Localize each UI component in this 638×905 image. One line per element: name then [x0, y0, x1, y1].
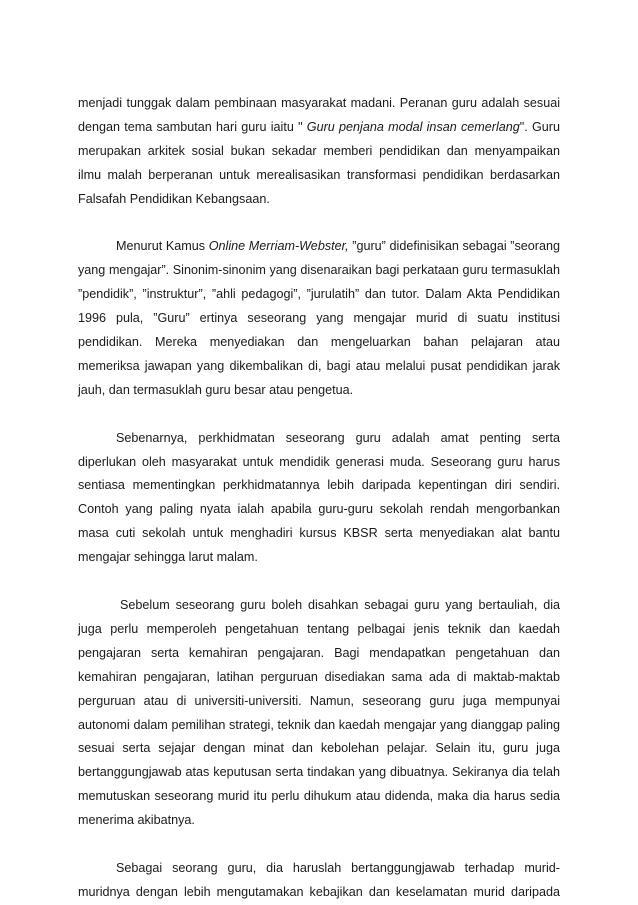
paragraph-3-text: Sebenarnya, perkhidmatan seseorang guru adalah amat penting serta diperlukan oleh masyarakat untuk mendidik generasi muda. Seseorang guru harus sentiasa mementingkan perkhidmatannya lebih daripada kepentingan diri sendiri. Contoh yang paling nyata ialah apabila guru-guru sekolah rendah mengorbankan masa cuti sekolah untuk menghadiri kursus KBSR serta menyediakan alat bantu mengajar sehingga larut malam.: [78, 430, 560, 565]
document-page: [78, 92, 560, 905]
paragraph-1-text-cont: ". Guru merupakan arkitek sosial bukan sekadar memberi pendidikan dan menyampaikan ilmu malah berperanan untuk merealisasikan transformasi pendidikan berdasarkan Falsafah Pendidikan Kebangsaan.: [78, 119, 561, 206]
paragraph-4: [78, 594, 560, 833]
paragraph-1-italic-theme: Guru penjana modal insan cemerlang: [306, 119, 520, 134]
paragraph-5: [78, 857, 560, 905]
paragraph-1: [78, 92, 560, 212]
paragraph-2-text-cont: ”guru” didefinisikan sebagai ”seorang yang mengajar”. Sinonim-sinonim yang disenaraikan bagi perkataan guru termasuklah ”pendidik”, ”instruktur”, ”ahli pedagogi”, ”jurulatih” dan tutor. Dalam Akta Pendidikan 1996 pula, ”Guru” ertinya seseorang yang mengajar murid di suatu institusi pendidikan. Mereka menyediakan dan mengeluarkan bahan pelajaran atau memeriksa jawapan yang dikembalikan di, bagi atau melalui pusat pendidikan jarak jauh, dan termasuklah guru besar atau pengetua.: [78, 239, 560, 397]
paragraph-3: [78, 427, 560, 570]
paragraph-1-text: menjadi tunggak dalam pembinaan masyarakat madani. Peranan guru adalah sesuai dengan tema sambutan hari guru iaitu ": [78, 96, 560, 134]
paragraph-2-italic-source: Online Merriam-Webster,: [208, 239, 349, 254]
paragraph-5-text: Sebagai seorang guru, dia haruslah bertanggungjawab terhadap murid-muridnya dengan lebih mengutamakan kebajikan dan keselamatan murid daripada: [78, 860, 560, 899]
paragraph-4-text: Sebelum seseorang guru boleh disahkan sebagai guru yang bertauliah, dia juga perlu memperoleh pengetahuan tentang pelbagai jenis teknik dan kaedah pengajaran serta kemahiran pengajaran. Bagi mendapatkan pengetahuan dan kemahiran pengajaran, latihan perguruan disediakan sama ada di maktab-maktab perguruan atau di universiti-universiti. Namun, seseorang guru juga mempunyai autonomi dalam pemilihan strategi, teknik dan kaedah mengajar yang dianggap paling sesuai serta sejajar dengan minat dan kebolehan pelajar. Selain itu, guru juga bertanggungjawab atas keputusan serta tindakan yang dibuatnya. Sekiranya dia telah memutuskan seseorang murid itu perlu dihukum atau didenda, maka dia harus sedia menerima akibatnya.: [78, 597, 560, 828]
paragraph-2: [78, 235, 560, 402]
paragraph-2-text: Menurut Kamus: [116, 239, 209, 254]
